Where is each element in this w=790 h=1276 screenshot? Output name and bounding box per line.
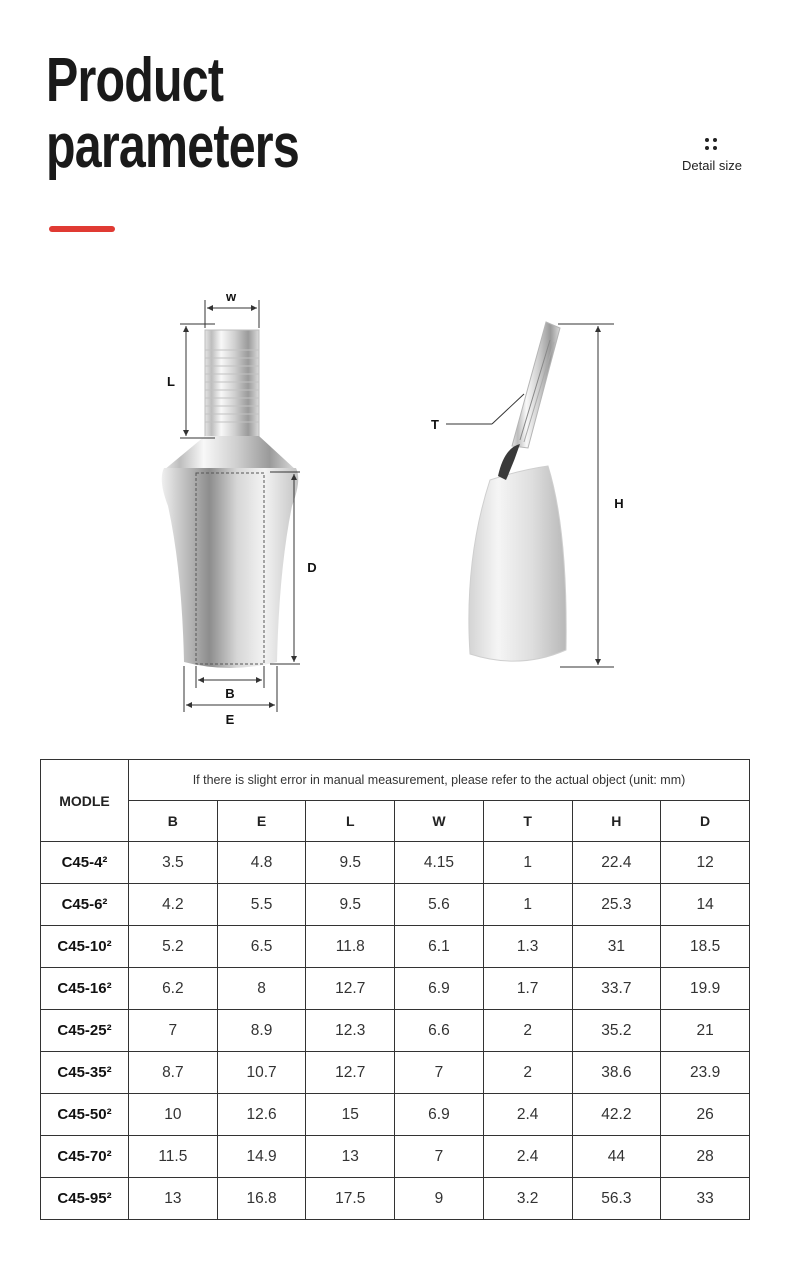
dim-label-t: T: [431, 417, 439, 432]
value-cell: 8.9: [217, 1010, 306, 1052]
value-cell: 11.8: [306, 926, 395, 968]
model-cell: C45-95²: [41, 1178, 129, 1220]
dim-label-w: w: [225, 289, 237, 304]
value-cell: 11.5: [129, 1136, 218, 1178]
value-cell: 12.6: [217, 1094, 306, 1136]
value-cell: 28: [661, 1136, 750, 1178]
value-cell: 4.15: [395, 842, 484, 884]
value-cell: 15: [306, 1094, 395, 1136]
value-cell: 14.9: [217, 1136, 306, 1178]
value-cell: 2: [483, 1052, 572, 1094]
value-cell: 1.7: [483, 968, 572, 1010]
side-view: [431, 322, 624, 667]
value-cell: 26: [661, 1094, 750, 1136]
value-cell: 21: [661, 1010, 750, 1052]
value-cell: 6.9: [395, 968, 484, 1010]
accent-bar: [49, 226, 115, 232]
value-cell: 35.2: [572, 1010, 661, 1052]
modle-header: MODLE: [41, 760, 129, 842]
value-cell: 8: [217, 968, 306, 1010]
front-view: [162, 289, 317, 727]
value-cell: 12.7: [306, 1052, 395, 1094]
value-cell: 10.7: [217, 1052, 306, 1094]
value-cell: 6.6: [395, 1010, 484, 1052]
col-header-l: L: [306, 801, 395, 842]
value-cell: 18.5: [661, 926, 750, 968]
value-cell: 7: [395, 1136, 484, 1178]
value-cell: 13: [129, 1178, 218, 1220]
spec-table: [40, 759, 750, 1220]
dim-label-h: H: [614, 496, 624, 511]
dim-label-l: L: [167, 374, 175, 389]
value-cell: 5.5: [217, 884, 306, 926]
model-cell: C45-70²: [41, 1136, 129, 1178]
value-cell: 19.9: [661, 968, 750, 1010]
table-row: [41, 1136, 750, 1178]
value-cell: 33.7: [572, 968, 661, 1010]
page-title: [46, 48, 299, 180]
dim-label-b: B: [225, 686, 235, 701]
model-cell: C45-25²: [41, 1010, 129, 1052]
col-header-t: T: [483, 801, 572, 842]
detail-size-marker: [682, 138, 742, 173]
value-cell: 56.3: [572, 1178, 661, 1220]
col-header-e: E: [217, 801, 306, 842]
value-cell: 3.5: [129, 842, 218, 884]
measurement-note: If there is slight error in manual measurement, please refer to the actual object (unit: mm): [129, 760, 750, 801]
value-cell: 2: [483, 1010, 572, 1052]
value-cell: 13: [306, 1136, 395, 1178]
model-cell: C45-35²: [41, 1052, 129, 1094]
value-cell: 38.6: [572, 1052, 661, 1094]
col-header-w: W: [395, 801, 484, 842]
value-cell: 4.8: [217, 842, 306, 884]
col-header-d: D: [661, 801, 750, 842]
value-cell: 23.9: [661, 1052, 750, 1094]
value-cell: 25.3: [572, 884, 661, 926]
title-line-2: parameters: [46, 112, 299, 181]
value-cell: 12: [661, 842, 750, 884]
table-row: [41, 1094, 750, 1136]
value-cell: 6.1: [395, 926, 484, 968]
value-cell: 1.3: [483, 926, 572, 968]
value-cell: 16.8: [217, 1178, 306, 1220]
value-cell: 6.5: [217, 926, 306, 968]
dim-label-d: D: [307, 560, 317, 575]
table-row: [41, 926, 750, 968]
model-cell: C45-6²: [41, 884, 129, 926]
value-cell: 22.4: [572, 842, 661, 884]
value-cell: 12.3: [306, 1010, 395, 1052]
value-cell: 14: [661, 884, 750, 926]
table-row: [41, 1010, 750, 1052]
col-header-h: H: [572, 801, 661, 842]
value-cell: 1: [483, 842, 572, 884]
value-cell: 1: [483, 884, 572, 926]
table-row: [41, 1052, 750, 1094]
value-cell: 5.6: [395, 884, 484, 926]
value-cell: 9.5: [306, 884, 395, 926]
value-cell: 6.9: [395, 1094, 484, 1136]
table-row: [41, 968, 750, 1010]
value-cell: 33: [661, 1178, 750, 1220]
col-header-b: B: [129, 801, 218, 842]
value-cell: 9.5: [306, 842, 395, 884]
value-cell: 2.4: [483, 1094, 572, 1136]
dim-label-e: E: [225, 712, 235, 727]
value-cell: 42.2: [572, 1094, 661, 1136]
column-header-row: [41, 801, 750, 842]
value-cell: 4.2: [129, 884, 218, 926]
value-cell: 2.4: [483, 1136, 572, 1178]
value-cell: 7: [395, 1052, 484, 1094]
terminal-dimension-diagram: [0, 270, 790, 740]
model-cell: C45-16²: [41, 968, 129, 1010]
value-cell: 3.2: [483, 1178, 572, 1220]
table-row: [41, 1178, 750, 1220]
dots-icon: [705, 138, 719, 152]
value-cell: 5.2: [129, 926, 218, 968]
value-cell: 7: [129, 1010, 218, 1052]
value-cell: 12.7: [306, 968, 395, 1010]
value-cell: 10: [129, 1094, 218, 1136]
value-cell: 31: [572, 926, 661, 968]
model-cell: C45-50²: [41, 1094, 129, 1136]
title-line-1: Product: [46, 46, 224, 115]
value-cell: 8.7: [129, 1052, 218, 1094]
table-row: [41, 842, 750, 884]
value-cell: 44: [572, 1136, 661, 1178]
detail-size-label: Detail size: [682, 158, 742, 173]
value-cell: 9: [395, 1178, 484, 1220]
value-cell: 17.5: [306, 1178, 395, 1220]
model-cell: C45-4²: [41, 842, 129, 884]
table-row: [41, 884, 750, 926]
model-cell: C45-10²: [41, 926, 129, 968]
value-cell: 6.2: [129, 968, 218, 1010]
